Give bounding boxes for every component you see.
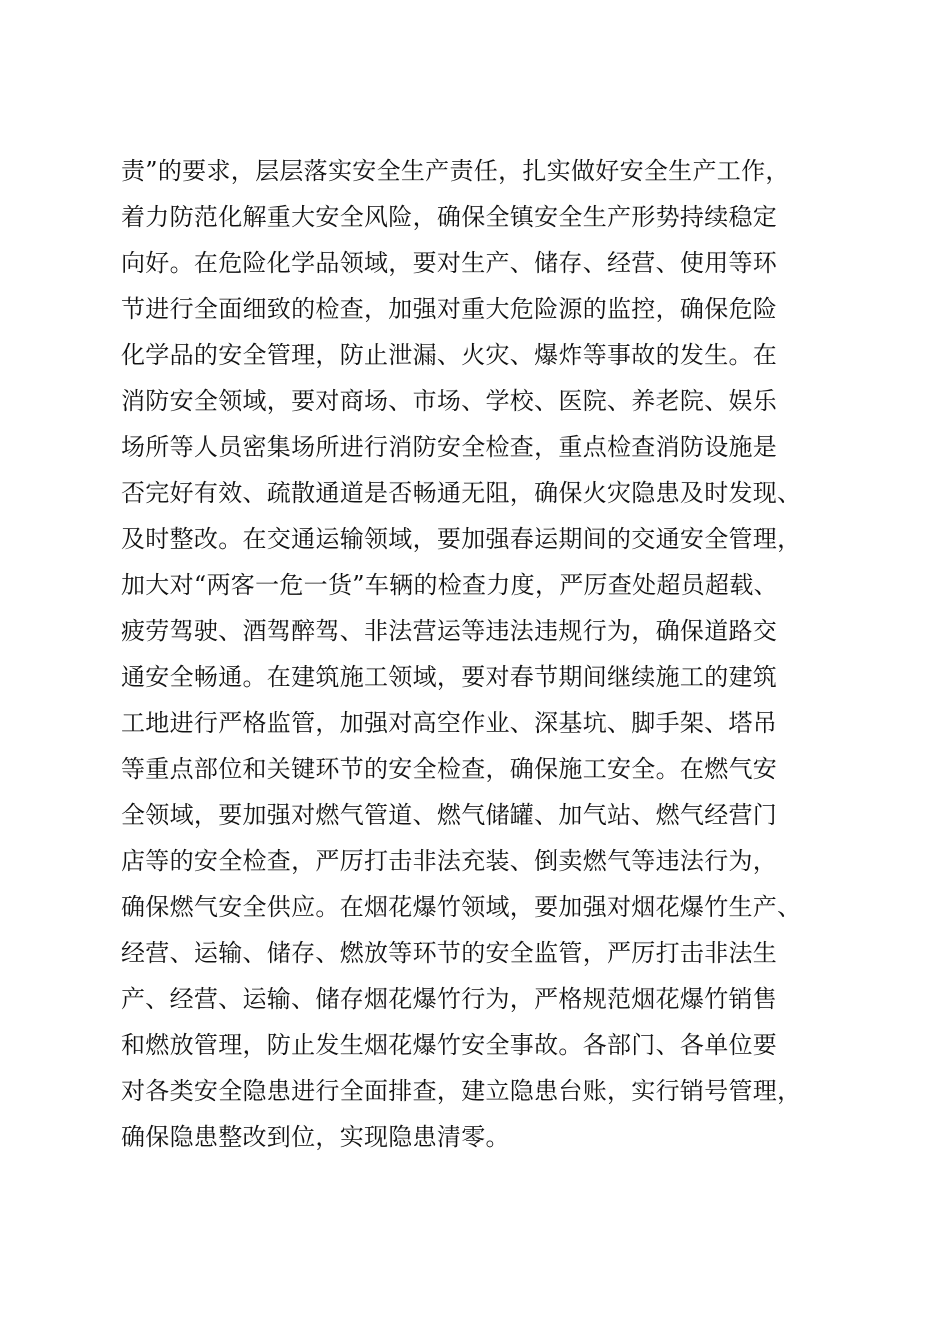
paragraph-line: 化学品的安全管理，防止泄漏、火灾、爆炸等事故的发生。在 (121, 341, 778, 369)
paragraph-line: 确保隐患整改到位，实现隐患清零。 (121, 1123, 510, 1151)
paragraph-line: 通安全畅通。在建筑施工领域，要对春节期间继续施工的建筑 (121, 663, 778, 691)
paragraph-line: 对各类安全隐患进行全面排查，建立隐患台账，实行销号管理， (121, 1077, 802, 1105)
paragraph-line: 否完好有效、疏散通道是否畅通无阻，确保火灾隐患及时发现、 (121, 479, 802, 507)
paragraph-line: 等重点部位和关键环节的安全检查，确保施工安全。在燃气安 (121, 755, 778, 783)
body-paragraph (121, 148, 841, 1160)
paragraph-line: 场所等人员密集场所进行消防安全检查，重点检查消防设施是 (121, 433, 778, 461)
paragraph-line: 疲劳驾驶、酒驾醉驾、非法营运等违法违规行为，确保道路交 (121, 617, 778, 645)
paragraph-line: 加大对“两客一危一货”车辆的检查力度，严厉查处超员超载、 (121, 571, 778, 599)
paragraph-line: 经营、运输、储存、燃放等环节的安全监管，严厉打击非法生 (121, 939, 778, 967)
paragraph-line: 产、经营、运输、储存烟花爆竹行为，严格规范烟花爆竹销售 (121, 985, 778, 1013)
paragraph-line: 店等的安全检查，严厉打击非法充装、倒卖燃气等违法行为， (121, 847, 778, 875)
paragraph-line: 及时整改。在交通运输领域，要加强春运期间的交通安全管理， (121, 525, 802, 553)
paragraph-line: 和燃放管理，防止发生烟花爆竹安全事故。各部门、各单位要 (121, 1031, 778, 1059)
paragraph-line: 着力防范化解重大安全风险，确保全镇安全生产形势持续稳定 (121, 203, 778, 231)
paragraph-line: 确保燃气安全供应。在烟花爆竹领域，要加强对烟花爆竹生产、 (121, 893, 802, 921)
paragraph-line: 节进行全面细致的检查，加强对重大危险源的监控，确保危险 (121, 295, 778, 323)
paragraph-line: 向好。在危险化学品领域，要对生产、储存、经营、使用等环 (121, 249, 778, 277)
paragraph-line: 消防安全领域，要对商场、市场、学校、医院、养老院、娱乐 (121, 387, 778, 415)
paragraph-line: 责”的要求，层层落实安全生产责任，扎实做好安全生产工作， (121, 157, 790, 185)
paragraph-line: 工地进行严格监管，加强对高空作业、深基坑、脚手架、塔吊 (121, 709, 778, 737)
paragraph-line: 全领域，要加强对燃气管道、燃气储罐、加气站、燃气经营门 (121, 801, 778, 829)
